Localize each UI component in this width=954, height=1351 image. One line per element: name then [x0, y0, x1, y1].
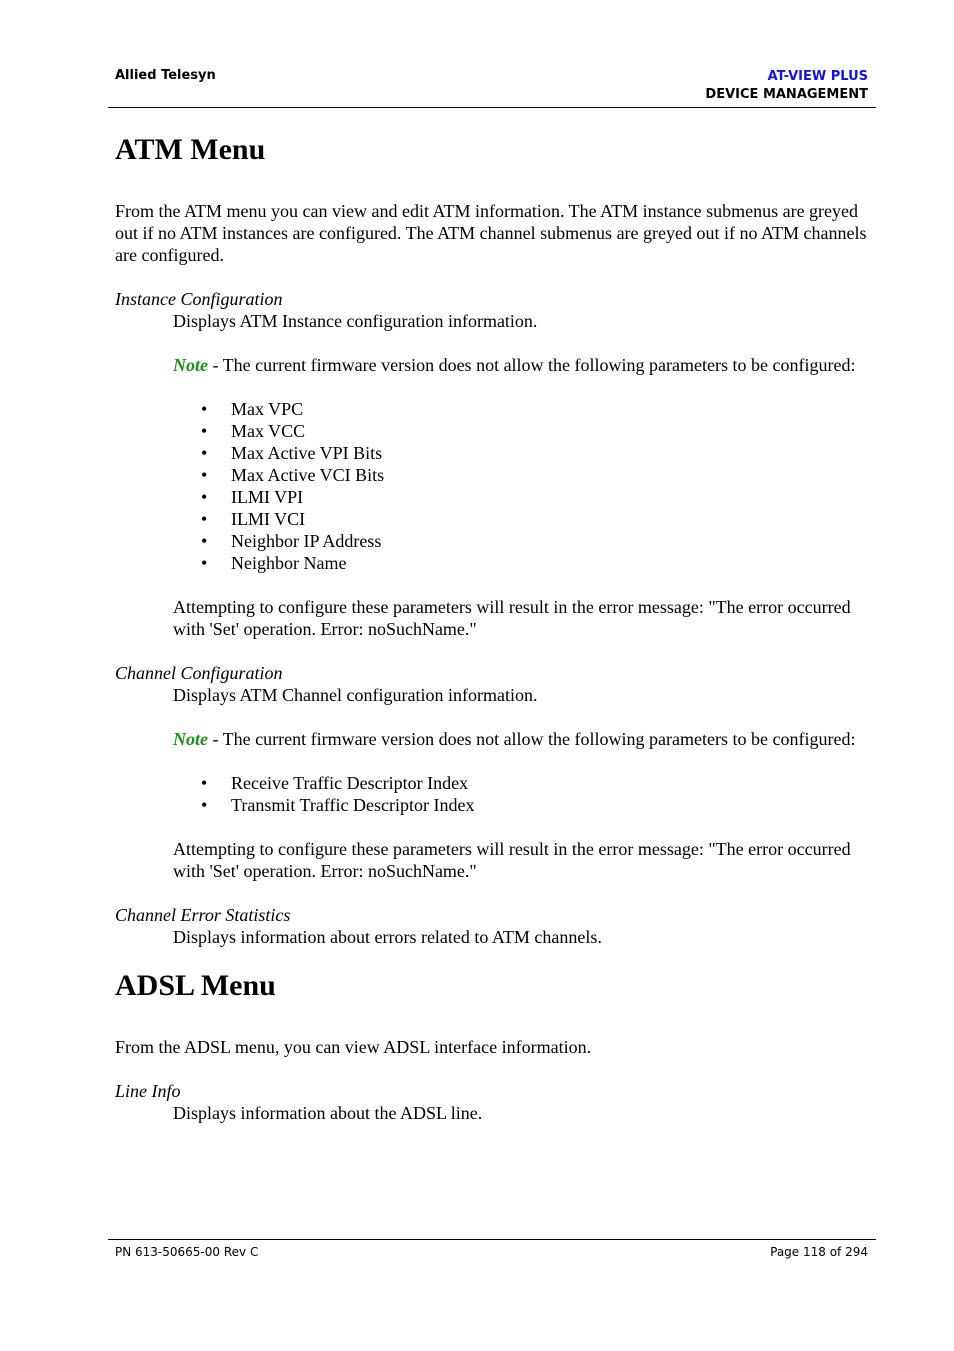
list-item: • Max Active VCI Bits — [201, 464, 875, 486]
page-content — [115, 128, 875, 1124]
channel-note — [173, 728, 875, 750]
list-item: • Max VCC — [201, 420, 875, 442]
line-info-desc: Displays information about the ADSL line. — [173, 1103, 483, 1123]
instance-config-desc: Displays ATM Instance configuration information. — [173, 311, 538, 331]
channel-error-stats-desc: Displays information about errors related to ATM channels. — [173, 927, 602, 947]
instance-note — [173, 354, 875, 376]
header-company: Allied Telesyn — [115, 68, 216, 83]
list-item: • Neighbor IP Address — [201, 530, 875, 552]
list-item: • Neighbor Name — [201, 552, 875, 574]
note-text: - The current firmware version does not allow the following parameters to be configured: — [208, 355, 856, 375]
channel-error-stats-heading: Channel Error Statistics — [115, 905, 291, 925]
channel-param-list — [201, 772, 875, 816]
adsl-menu-title: ADSL Menu — [115, 969, 276, 1002]
list-item: • Max Active VPI Bits — [201, 442, 875, 464]
list-item: • Transmit Traffic Descriptor Index — [201, 794, 875, 816]
instance-config-heading: Instance Configuration — [115, 289, 283, 309]
header-right — [705, 68, 868, 104]
header-rule — [108, 107, 876, 108]
footer-rule — [108, 1239, 876, 1240]
atm-intro: From the ATM menu you can view and edit ATM information. The ATM instance submenus are greyed out if no ATM instances are configured. The ATM channel submenus are greyed out if no ATM channels are configured. — [115, 201, 867, 265]
list-item: • ILMI VCI — [201, 508, 875, 530]
note-label: Note — [173, 355, 208, 375]
list-item: • Receive Traffic Descriptor Index — [201, 772, 875, 794]
line-info-heading: Line Info — [115, 1081, 181, 1101]
instance-error-message: Attempting to configure these parameters will result in the error message: "The error occurred with 'Set' operation. Error: noSuchName." — [173, 597, 851, 639]
instance-param-list — [201, 398, 875, 574]
note-label: Note — [173, 729, 208, 749]
channel-config-heading: Channel Configuration — [115, 663, 283, 683]
list-item: • ILMI VPI — [201, 486, 875, 508]
header-product: AT-VIEW PLUS — [767, 69, 868, 84]
note-text: - The current firmware version does not allow the following parameters to be configured: — [208, 729, 856, 749]
channel-config-desc: Displays ATM Channel configuration information. — [173, 685, 538, 705]
atm-menu-title: ATM Menu — [115, 133, 266, 166]
list-item: • Max VPC — [201, 398, 875, 420]
header-section: DEVICE MANAGEMENT — [705, 87, 868, 102]
adsl-intro: From the ADSL menu, you can view ADSL interface information. — [115, 1037, 592, 1057]
footer-part-number: PN 613-50665-00 Rev C — [115, 1245, 259, 1259]
footer-page-number: Page 118 of 294 — [770, 1245, 868, 1259]
channel-error-message: Attempting to configure these parameters will result in the error message: "The error occurred with 'Set' operation. Error: noSuchName." — [173, 839, 851, 881]
